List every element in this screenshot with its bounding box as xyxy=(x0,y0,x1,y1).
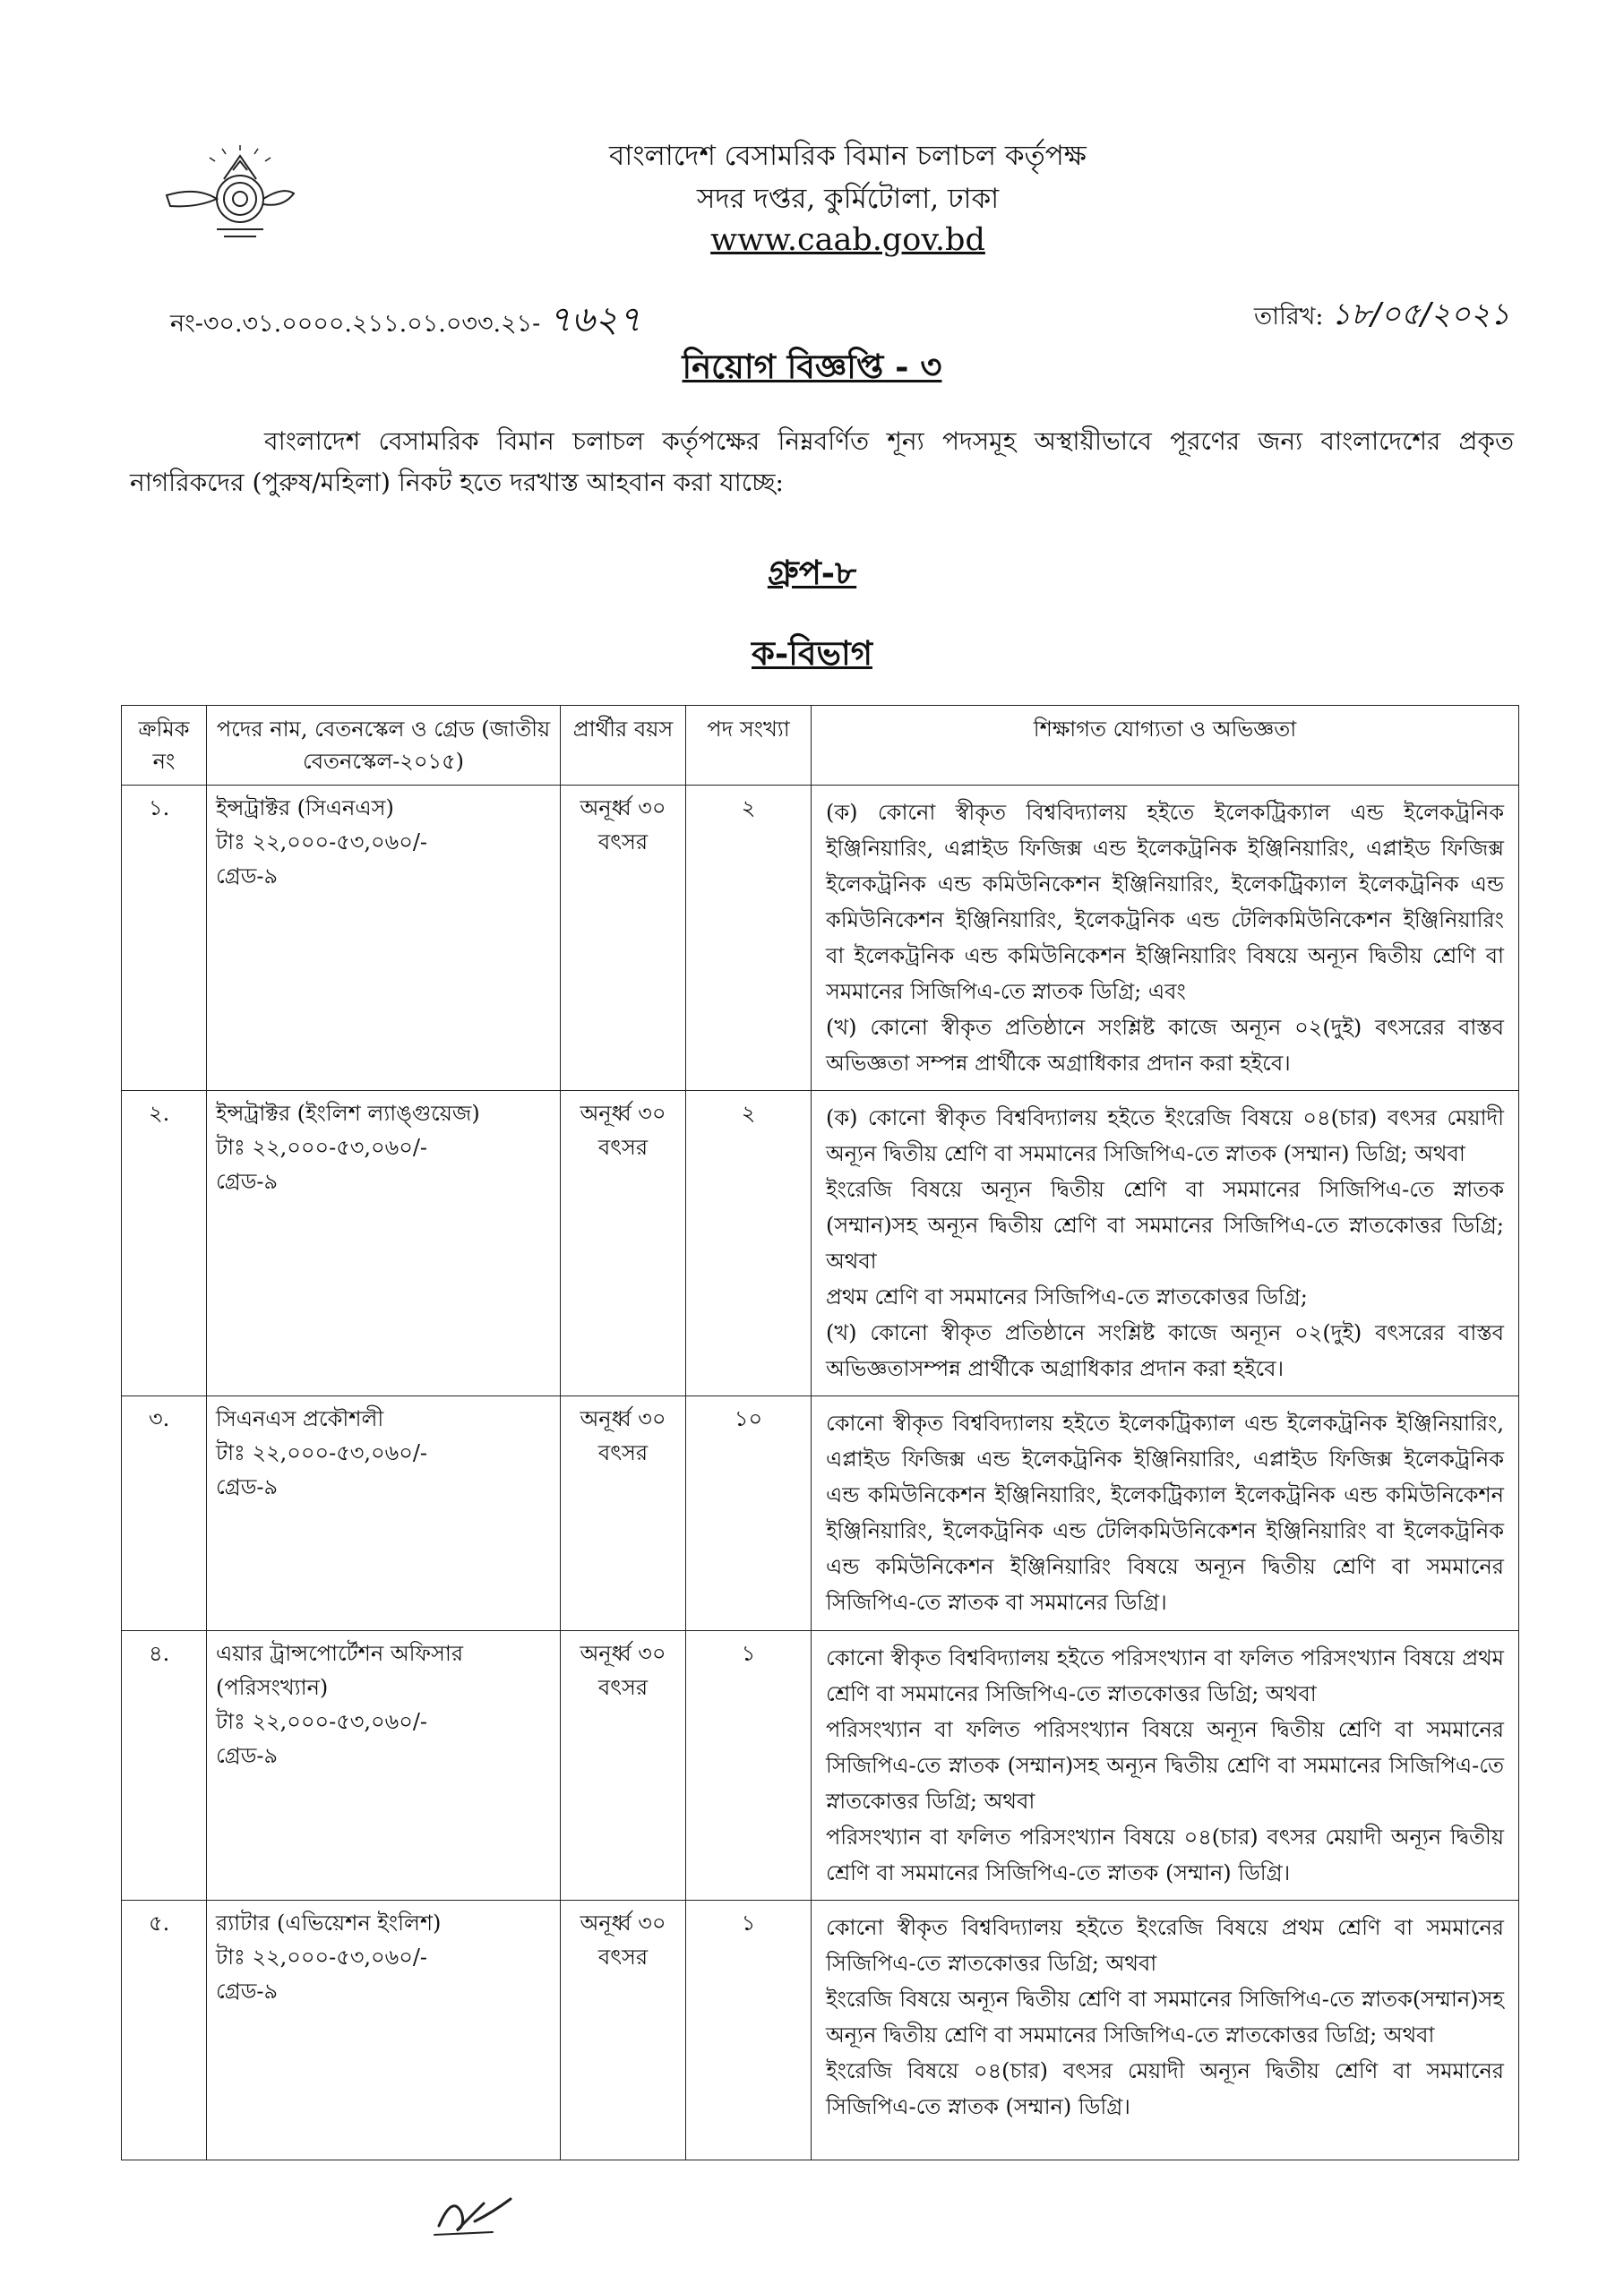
qualification-text: কোনো স্বীকৃত বিশ্ববিদ্যালয় হইতে ইংরেজি বিষয়ে প্রথম শ্রেণি বা সমমানের সিজিপিএ-তে স্নাতকোত্তর ডিগ্রি; অথবা xyxy=(826,1915,1504,1976)
memo-number-handwritten: ৭৬২৭ xyxy=(547,299,641,340)
grade: গ্রেড-৯ xyxy=(216,1743,279,1768)
qualification-text: ইংরেজি বিষয়ে ০৪(চার) বৎসর মেয়াদী অন্যূন দ্বিতীয় শ্রেণি বা সমমানের সিজিপিএ-তে স্নাতক (সম্মান) ডিগ্রি। xyxy=(826,2058,1504,2119)
row-age: অনূর্ধ্ব ৩০ বৎসর xyxy=(561,1396,686,1631)
grade: গ্রেড-৯ xyxy=(216,1169,279,1194)
organization-address: সদর দপ্তর, কুর্মিটোলা, ঢাকা xyxy=(696,183,1000,215)
pay-scale: টাঃ ২২,০০০-৫৩,০৬০/- xyxy=(216,1945,428,1970)
posts-table xyxy=(121,705,1519,2160)
row-qualification xyxy=(812,1396,1519,1631)
row-qualification xyxy=(812,1631,1519,1901)
row-post xyxy=(207,1901,561,2160)
qualification-text: ইংরেজি বিষয়ে অন্যূন দ্বিতীয় শ্রেণি বা সমমানের সিজিপিএ-তে স্নাতক (সম্মান)সহ অন্যূন দ্বিতীয় শ্রেণি বা সমমানের সিজিপিএ-তে স্নাতকোত্তর ডিগ্রি; অথবা xyxy=(826,1177,1504,1274)
memo-number-prefix: নং-৩০.৩১.০০০০.২১১.০১.০৩৩.২১- xyxy=(170,310,541,338)
memo-date-label: তারিখ: xyxy=(1254,303,1324,331)
qualification-text: পরিসংখ্যান বা ফলিত পরিসংখ্যান বিষয়ে ০৪(চার) বৎসর মেয়াদী অন্যূন দ্বিতীয় শ্রেণি বা সমমানের সিজিপিএ-তে স্নাতক (সম্মান) ডিগ্রি। xyxy=(826,1825,1504,1885)
row-serial: ১. xyxy=(122,786,207,1091)
header-age: প্রার্থীর বয়স xyxy=(561,706,686,786)
notice-title: নিয়োগ বিজ্ঞপ্তি - ৩ xyxy=(682,347,942,386)
table-row xyxy=(122,1631,1519,1901)
row-count: ২ xyxy=(686,786,812,1091)
post-name: ইন্সট্রাক্টর (সিএনএস) xyxy=(216,795,394,820)
table-row xyxy=(122,1396,1519,1631)
row-age: অনূর্ধ্ব ৩০ বৎসর xyxy=(561,786,686,1091)
memo-date-value: ১৮/০৫/২০২১ xyxy=(1331,296,1510,332)
signature xyxy=(421,2186,528,2239)
organization-name: বাংলাদেশ বেসামরিক বিমান চলাচল কর্তৃপক্ষ xyxy=(609,140,1087,172)
qualification-text: কোনো স্বীকৃত বিশ্ববিদ্যালয় হইতে পরিসংখ্যান বা ফলিত পরিসংখ্যান বিষয়ে প্রথম শ্রেণি বা সমমানের সিজিপিএ-তে স্নাতকোত্তর ডিগ্রি; অথবা xyxy=(826,1645,1504,1706)
qualification-text: (ক) কোনো স্বীকৃত বিশ্ববিদ্যালয় হইতে ইলেকট্রিক্যাল এন্ড ইলেকট্রনিক ইঞ্জিনিয়ারিং, এপ্লাইড ফিজিক্স এন্ড ইলেকট্রনিক ইঞ্জিনিয়ারিং, এপ্লাইড ফিজিক্স ইলেকট্রনিক এন্ড কমিউনিকেশন ইঞ্জিনিয়ারিং, ইলেকট্রিক্যাল ইলেকট্রনিক এন্ড কমিউনিকেশন ইঞ্জিনিয়ারিং, ইলেকট্রনিক এন্ড টেলিকমিউনিকেশন ইঞ্জিনিয়ারিং বা ইলেকট্রনিক এন্ড কমিউনিকেশন ইঞ্জিনিয়ারিং বিষয়ে অন্যূন দ্বিতীয় শ্রেণি বা সমমানের সিজিপিএ-তে স্নাতক ডিগ্রি; এবং xyxy=(826,800,1504,1004)
row-count: ২ xyxy=(686,1091,812,1396)
grade: গ্রেড-৯ xyxy=(216,863,279,889)
qualification-text: কোনো স্বীকৃত বিশ্ববিদ্যালয় হইতে ইলেকট্রিক্যাল এন্ড ইলেকট্রনিক ইঞ্জিনিয়ারিং, এপ্লাইড ফিজিক্স এন্ড ইলেকট্রনিক ইঞ্জিনিয়ারিং, এপ্লাইড ফিজিক্স ইলেকট্রনিক এন্ড কমিউনিকেশন ইঞ্জিনিয়ারিং, ইলেকট্রিক্যাল ইলেকট্রনিক এন্ড কমিউনিকেশন ইঞ্জিনিয়ারিং, ইলেকট্রনিক এন্ড টেলিকমিউনিকেশন ইঞ্জিনিয়ারিং বা ইলেকট্রনিক এন্ড কমিউনিকেশন ইঞ্জিনিয়ারিং বিষয়ে অন্যূন দ্বিতীয় শ্রেণি বা সমমানের সিজিপিএ-তে স্নাতক বা সমমানের ডিগ্রি। xyxy=(826,1411,1504,1615)
table-row xyxy=(122,1091,1519,1396)
row-qualification xyxy=(812,786,1519,1091)
row-post xyxy=(207,786,561,1091)
row-post xyxy=(207,1631,561,1901)
table-header-row xyxy=(122,706,1519,786)
row-count: ১ xyxy=(686,1631,812,1901)
table-row xyxy=(122,786,1519,1091)
row-age: অনূর্ধ্ব ৩০ বৎসর xyxy=(561,1901,686,2160)
header-serial: ক্রমিক নং xyxy=(122,706,207,786)
post-name: র‌্যাটার (এভিয়েশন ইংলিশ) xyxy=(216,1911,442,1936)
post-name: সিএনএস প্রকৌশলী xyxy=(216,1406,384,1431)
group-title: গ্রুপ-৮ xyxy=(767,553,857,592)
header-count: পদ সংখ্যা xyxy=(686,706,812,786)
row-qualification xyxy=(812,1901,1519,2160)
row-age: অনূর্ধ্ব ৩০ বৎসর xyxy=(561,1631,686,1901)
qualification-text: (খ) কোনো স্বীকৃত প্রতিষ্ঠানে সংশ্লিষ্ট কাজে অন্যূন ০২(দুই) বৎসরের বাস্তব অভিজ্ঞতা সম্পন্ন প্রার্থীকে অগ্রাধিকার প্রদান করা হইবে। xyxy=(826,1015,1504,1076)
intro-paragraph: বাংলাদেশ বেসামরিক বিমান চলাচল কর্তৃপক্ষের নিম্নবর্ণিত শূন্য পদসমূহ অস্থায়ীভাবে পূরণের জন্য বাংলাদেশের প্রকৃত নাগরিকদের (পুরুষ/মহিলা) নিকট হতে দরখাস্ত আহবান করা যাচ্ছে: xyxy=(130,426,1514,497)
pay-scale: টাঃ ২২,০০০-৫৩,০৬০/- xyxy=(216,1135,428,1160)
row-post xyxy=(207,1396,561,1631)
post-name: ইন্সট্রাক্টর (ইংলিশ ল্যাঙ্গুয়েজ) xyxy=(216,1101,480,1126)
table-row xyxy=(122,1901,1519,2160)
pay-scale: টাঃ ২২,০০০-৫৩,০৬০/- xyxy=(216,1440,428,1465)
division-title: ক-বিভাগ xyxy=(752,633,872,673)
header-qualification: শিক্ষাগত যোগ্যতা ও অভিজ্ঞতা xyxy=(812,706,1519,786)
row-serial: ২. xyxy=(122,1091,207,1396)
header-post: পদের নাম, বেতনস্কেল ও গ্রেড (জাতীয় বেতনস্কেল-২০১৫) xyxy=(207,706,561,786)
memo-date xyxy=(1254,291,1510,342)
grade: গ্রেড-৯ xyxy=(216,1474,279,1499)
row-serial: ৫. xyxy=(122,1901,207,2160)
qualification-text: ইংরেজি বিষয়ে অন্যূন দ্বিতীয় শ্রেণি বা সমমানের সিজিপিএ-তে স্নাতক(সম্মান)সহ অন্যূন দ্বিতীয় শ্রেণি বা সমমানের সিজিপিএ-তে স্নাতকোত্তর ডিগ্রি; অথবা xyxy=(826,1987,1504,2048)
pay-scale: টাঃ ২২,০০০-৫৩,০৬০/- xyxy=(216,1709,428,1734)
pay-scale: টাঃ ২২,০০০-৫৩,০৬০/- xyxy=(216,829,428,855)
row-serial: ৩. xyxy=(122,1396,207,1631)
row-post xyxy=(207,1091,561,1396)
row-qualification xyxy=(812,1091,1519,1396)
grade: গ্রেড-৯ xyxy=(216,1979,279,2004)
qualification-text: (ক) কোনো স্বীকৃত বিশ্ববিদ্যালয় হইতে ইংরেজি বিষয়ে ০৪(চার) বৎসর মেয়াদী অন্যূন দ্বিতীয় শ্রেণি বা সমমানের সিজিপিএ-তে স্নাতক (সম্মান) ডিগ্রি; অথবা xyxy=(826,1105,1504,1166)
post-name: এয়ার ট্রান্সপোর্টেশন অফিসার (পরিসংখ্যান) xyxy=(216,1641,464,1700)
row-count: ১ xyxy=(686,1901,812,2160)
organization-website[interactable]: www.caab.gov.bd xyxy=(710,222,985,258)
row-serial: ৪. xyxy=(122,1631,207,1901)
row-age: অনূর্ধ্ব ৩০ বৎসর xyxy=(561,1091,686,1396)
qualification-text: প্রথম শ্রেণি বা সমমানের সিজিপিএ-তে স্নাতকোত্তর ডিগ্রি; xyxy=(826,1284,1308,1310)
qualification-text: পরিসংখ্যান বা ফলিত পরিসংখ্যান বিষয়ে অন্যূন দ্বিতীয় শ্রেণি বা সমমানের সিজিপিএ-তে স্নাতক (সম্মান)সহ অন্যূন দ্বিতীয় শ্রেণি বা সমমানের সিজিপিএ-তে স্নাতকোত্তর ডিগ্রি; অথবা xyxy=(826,1717,1504,1814)
qualification-text: (খ) কোনো স্বীকৃত প্রতিষ্ঠানে সংশ্লিষ্ট কাজে অন্যূন ০২(দুই) বৎসরের বাস্তব অভিজ্ঞতাসম্পন্ন প্রার্থীকে অগ্রাধিকার প্রদান করা হইবে। xyxy=(826,1320,1504,1381)
row-count: ১০ xyxy=(686,1396,812,1631)
